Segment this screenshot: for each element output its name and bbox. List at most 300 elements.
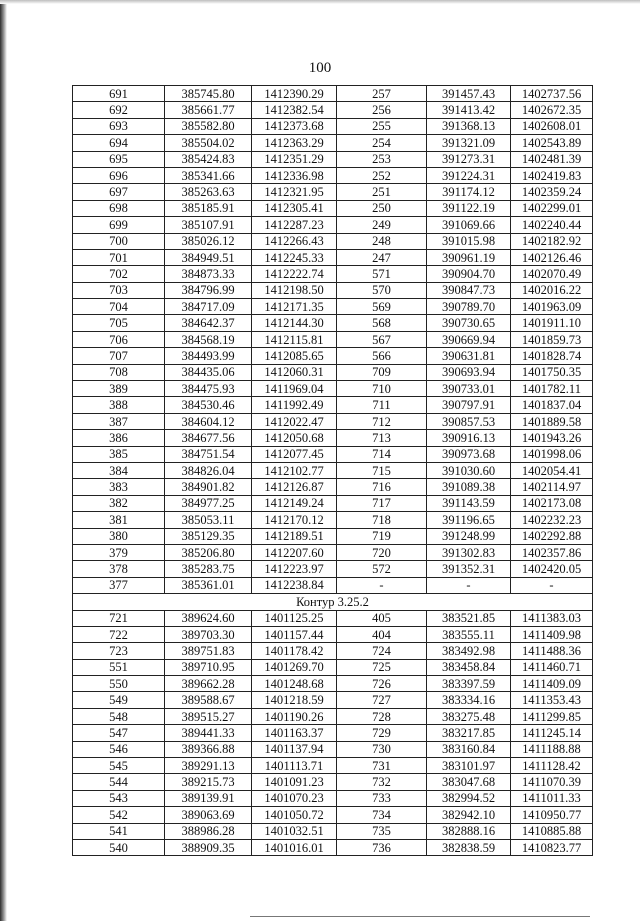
x-coordinate-cell: 383397.59 [427,676,511,692]
y-coordinate-cell: 1411188.88 [511,741,593,757]
x-coordinate-cell: 390797.91 [427,397,511,413]
y-coordinate-cell: 1401963.09 [511,299,593,315]
x-coordinate-cell: 390693.94 [427,364,511,380]
x-coordinate-cell: 391302.83 [427,544,511,560]
point-number-cell: 542 [73,807,165,823]
table-row [73,774,593,790]
y-coordinate-cell: 1402173.08 [511,495,593,511]
point-number-cell: 381 [73,512,165,528]
x-coordinate-cell: 385582.80 [165,118,252,134]
table-row [73,151,593,167]
table-row [73,462,593,478]
x-coordinate-cell: 390789.70 [427,299,511,315]
point-number-cell: 551 [73,659,165,675]
y-coordinate-cell: 1401889.58 [511,413,593,429]
y-coordinate-cell: 1401163.37 [252,725,337,741]
point-number-cell: 707 [73,348,165,364]
x-coordinate-cell: 384717.09 [165,299,252,315]
point-number-cell: 571 [337,266,427,282]
table-row [73,397,593,413]
table-row [73,184,593,200]
x-coordinate-cell: 382838.59 [427,839,511,855]
y-coordinate-cell: 1411353.43 [511,692,593,708]
point-number-cell: 706 [73,331,165,347]
point-number-cell: 388 [73,397,165,413]
x-coordinate-cell: 389139.91 [165,790,252,806]
x-coordinate-cell: - [427,577,511,593]
table-row [73,249,593,265]
table-row [73,118,593,134]
point-number-cell: 702 [73,266,165,282]
y-coordinate-cell: 1402070.49 [511,266,593,282]
y-coordinate-cell: 1411011.33 [511,790,593,806]
table-row [73,446,593,462]
point-number-cell: 728 [337,708,427,724]
x-coordinate-cell: 391457.43 [427,86,511,102]
y-coordinate-cell: 1412115.81 [252,331,337,347]
y-coordinate-cell: 1412305.41 [252,200,337,216]
point-number-cell: 544 [73,774,165,790]
y-coordinate-cell: 1401032.51 [252,823,337,839]
table-row [73,167,593,183]
y-coordinate-cell: 1402543.89 [511,135,593,151]
point-number-cell: 570 [337,282,427,298]
point-number-cell: 256 [337,102,427,118]
y-coordinate-cell: 1411969.04 [252,381,337,397]
point-number-cell: 700 [73,233,165,249]
y-coordinate-cell: 1412126.87 [252,479,337,495]
point-number-cell: 694 [73,135,165,151]
table-row [73,659,593,675]
y-coordinate-cell: 1402016.22 [511,282,593,298]
y-coordinate-cell: 1412060.31 [252,364,337,380]
y-coordinate-cell: 1401837.04 [511,397,593,413]
point-number-cell: 377 [73,577,165,593]
table-row [73,217,593,233]
point-number-cell: 719 [337,528,427,544]
table-row [73,364,593,380]
section-title: Контур 3.25.2 [73,594,593,610]
y-coordinate-cell: 1402357.86 [511,544,593,560]
scan-top-shadow [0,0,640,4]
x-coordinate-cell: 383334.16 [427,692,511,708]
x-coordinate-cell: 389063.69 [165,807,252,823]
y-coordinate-cell: 1401137.94 [252,741,337,757]
point-number-cell: 247 [337,249,427,265]
point-number-cell: 566 [337,348,427,364]
x-coordinate-cell: 390961.19 [427,249,511,265]
point-number-cell: 721 [73,610,165,626]
y-coordinate-cell: 1412223.97 [252,561,337,577]
x-coordinate-cell: 391368.13 [427,118,511,134]
table-row [73,102,593,118]
table-row [73,512,593,528]
point-number-cell: 725 [337,659,427,675]
point-number-cell: 691 [73,86,165,102]
table-row [73,315,593,331]
point-number-cell: 692 [73,102,165,118]
x-coordinate-cell: 385361.01 [165,577,252,593]
point-number-cell: 545 [73,758,165,774]
x-coordinate-cell: 389624.60 [165,610,252,626]
x-coordinate-cell: 391015.98 [427,233,511,249]
point-number-cell: 723 [73,643,165,659]
y-coordinate-cell: 1412321.95 [252,184,337,200]
point-number-cell: 708 [73,364,165,380]
table-row [73,741,593,757]
y-coordinate-cell: 1401113.71 [252,758,337,774]
table-row [73,626,593,642]
x-coordinate-cell: 391089.38 [427,479,511,495]
point-number-cell: 709 [337,364,427,380]
point-number-cell: 733 [337,790,427,806]
y-coordinate-cell: 1411245.14 [511,725,593,741]
x-coordinate-cell: 383458.84 [427,659,511,675]
y-coordinate-cell: 1412245.33 [252,249,337,265]
x-coordinate-cell: 384677.56 [165,430,252,446]
y-coordinate-cell: 1401190.26 [252,708,337,724]
x-coordinate-cell: 384826.04 [165,462,252,478]
point-number-cell: 404 [337,626,427,642]
y-coordinate-cell: 1402359.24 [511,184,593,200]
point-number-cell: 697 [73,184,165,200]
point-number-cell: 550 [73,676,165,692]
x-coordinate-cell: 384901.82 [165,479,252,495]
x-coordinate-cell: 390916.13 [427,430,511,446]
point-number-cell: 389 [73,381,165,397]
y-coordinate-cell: 1412373.68 [252,118,337,134]
table-row [73,692,593,708]
table-row [73,758,593,774]
point-number-cell: 712 [337,413,427,429]
point-number-cell: 384 [73,462,165,478]
x-coordinate-cell: 384530.46 [165,397,252,413]
x-coordinate-cell: 391248.99 [427,528,511,544]
point-number-cell: 732 [337,774,427,790]
x-coordinate-cell: 389291.13 [165,758,252,774]
x-coordinate-cell: 383521.85 [427,610,511,626]
point-number-cell: 546 [73,741,165,757]
y-coordinate-cell: 1412102.77 [252,462,337,478]
y-coordinate-cell: 1401248.68 [252,676,337,692]
x-coordinate-cell: 385745.80 [165,86,252,102]
point-number-cell: 722 [73,626,165,642]
x-coordinate-cell: 390973.68 [427,446,511,462]
x-coordinate-cell: 384604.12 [165,413,252,429]
x-coordinate-cell: 384949.51 [165,249,252,265]
point-number-cell: 248 [337,233,427,249]
y-coordinate-cell: 1411070.39 [511,774,593,790]
point-number-cell: 387 [73,413,165,429]
point-number-cell: 378 [73,561,165,577]
y-coordinate-cell: 1412351.29 [252,151,337,167]
x-coordinate-cell: 385107.91 [165,217,252,233]
y-coordinate-cell: 1402737.56 [511,86,593,102]
y-coordinate-cell: 1411409.09 [511,676,593,692]
point-number-cell: 718 [337,512,427,528]
y-coordinate-cell: 1402672.35 [511,102,593,118]
point-number-cell: 713 [337,430,427,446]
point-number-cell: 541 [73,823,165,839]
point-number-cell: 703 [73,282,165,298]
table-row [73,331,593,347]
point-number-cell: 730 [337,741,427,757]
x-coordinate-cell: 382888.16 [427,823,511,839]
y-coordinate-cell: 1402232.23 [511,512,593,528]
table-row [73,479,593,495]
point-number-cell: 255 [337,118,427,134]
coordinates-table-body [73,86,593,856]
x-coordinate-cell: 391122.19 [427,200,511,216]
y-coordinate-cell: 1402054.41 [511,462,593,478]
x-coordinate-cell: 384873.33 [165,266,252,282]
y-coordinate-cell: 1401828.74 [511,348,593,364]
point-number-cell: 736 [337,839,427,855]
x-coordinate-cell: 385053.11 [165,512,252,528]
point-number-cell: 547 [73,725,165,741]
point-number-cell: 727 [337,692,427,708]
x-coordinate-cell: 390631.81 [427,348,511,364]
y-coordinate-cell: - [511,577,593,593]
point-number-cell: 254 [337,135,427,151]
y-coordinate-cell: 1412336.98 [252,167,337,183]
y-coordinate-cell: 1402419.83 [511,167,593,183]
table-row [73,528,593,544]
y-coordinate-cell: 1411383.03 [511,610,593,626]
y-coordinate-cell: 1402292.88 [511,528,593,544]
x-coordinate-cell: 391352.31 [427,561,511,577]
y-coordinate-cell: 1402240.44 [511,217,593,233]
x-coordinate-cell: 382994.52 [427,790,511,806]
x-coordinate-cell: 384751.54 [165,446,252,462]
table-row [73,708,593,724]
x-coordinate-cell: 383555.11 [427,626,511,642]
point-number-cell: 569 [337,299,427,315]
table-row [73,86,593,102]
y-coordinate-cell: 1412287.23 [252,217,337,233]
x-coordinate-cell: 384977.25 [165,495,252,511]
y-coordinate-cell: 1402126.46 [511,249,593,265]
point-number-cell: 385 [73,446,165,462]
point-number-cell: 249 [337,217,427,233]
point-number-cell: 726 [337,676,427,692]
x-coordinate-cell: 384642.37 [165,315,252,331]
x-coordinate-cell: 390847.73 [427,282,511,298]
x-coordinate-cell: 389710.95 [165,659,252,675]
y-coordinate-cell: 1412390.29 [252,86,337,102]
table-row [73,200,593,216]
y-coordinate-cell: 1411299.85 [511,708,593,724]
x-coordinate-cell: 390733.01 [427,381,511,397]
x-coordinate-cell: 391321.09 [427,135,511,151]
table-row [73,233,593,249]
coordinates-table [72,85,593,856]
table-row [73,561,593,577]
point-number-cell: 724 [337,643,427,659]
point-number-cell: 735 [337,823,427,839]
table-row [73,643,593,659]
x-coordinate-cell: 391069.66 [427,217,511,233]
point-number-cell: 540 [73,839,165,855]
table-row [73,807,593,823]
point-number-cell: 386 [73,430,165,446]
x-coordinate-cell: 383492.98 [427,643,511,659]
y-coordinate-cell: 1410885.88 [511,823,593,839]
x-coordinate-cell: 385206.80 [165,544,252,560]
y-coordinate-cell: 1402420.05 [511,561,593,577]
y-coordinate-cell: 1401218.59 [252,692,337,708]
x-coordinate-cell: 389751.83 [165,643,252,659]
point-number-cell: 250 [337,200,427,216]
x-coordinate-cell: 389703.30 [165,626,252,642]
y-coordinate-cell: 1402608.01 [511,118,593,134]
x-coordinate-cell: 385424.83 [165,151,252,167]
table-row [73,544,593,560]
point-number-cell: 729 [337,725,427,741]
point-number-cell: 715 [337,462,427,478]
y-coordinate-cell: 1401269.70 [252,659,337,675]
y-coordinate-cell: 1412149.24 [252,495,337,511]
point-number-cell: 734 [337,807,427,823]
table-row [73,135,593,151]
table-row [73,282,593,298]
point-number-cell: 405 [337,610,427,626]
point-number-cell: 693 [73,118,165,134]
x-coordinate-cell: 390730.65 [427,315,511,331]
section-header-row [73,594,593,610]
y-coordinate-cell: 1401750.35 [511,364,593,380]
y-coordinate-cell: 1412050.68 [252,430,337,446]
y-coordinate-cell: 1411128.42 [511,758,593,774]
y-coordinate-cell: 1401157.44 [252,626,337,642]
y-coordinate-cell: 1411409.98 [511,626,593,642]
x-coordinate-cell: 383217.85 [427,725,511,741]
x-coordinate-cell: 391273.31 [427,151,511,167]
y-coordinate-cell: 1401911.10 [511,315,593,331]
point-number-cell: 548 [73,708,165,724]
y-coordinate-cell: 1401016.01 [252,839,337,855]
point-number-cell: 567 [337,331,427,347]
point-number-cell: 717 [337,495,427,511]
y-coordinate-cell: 1412085.65 [252,348,337,364]
point-number-cell: 716 [337,479,427,495]
table-row [73,577,593,593]
x-coordinate-cell: 384568.19 [165,331,252,347]
y-coordinate-cell: 1412189.51 [252,528,337,544]
x-coordinate-cell: 391174.12 [427,184,511,200]
point-number-cell: 699 [73,217,165,233]
y-coordinate-cell: 1412363.29 [252,135,337,151]
y-coordinate-cell: 1402481.39 [511,151,593,167]
footer-rule [250,916,590,917]
x-coordinate-cell: 391196.65 [427,512,511,528]
y-coordinate-cell: 1410950.77 [511,807,593,823]
point-number-cell: 572 [337,561,427,577]
table-row [73,495,593,511]
point-number-cell: 705 [73,315,165,331]
x-coordinate-cell: 388986.28 [165,823,252,839]
x-coordinate-cell: 383101.97 [427,758,511,774]
point-number-cell: 695 [73,151,165,167]
y-coordinate-cell: 1401091.23 [252,774,337,790]
x-coordinate-cell: 382942.10 [427,807,511,823]
x-coordinate-cell: 389588.67 [165,692,252,708]
x-coordinate-cell: 391143.59 [427,495,511,511]
table-row [73,725,593,741]
x-coordinate-cell: 391030.60 [427,462,511,478]
x-coordinate-cell: 384475.93 [165,381,252,397]
y-coordinate-cell: 1412207.60 [252,544,337,560]
x-coordinate-cell: 384435.06 [165,364,252,380]
x-coordinate-cell: 388909.35 [165,839,252,855]
y-coordinate-cell: 1412171.35 [252,299,337,315]
y-coordinate-cell: 1411992.49 [252,397,337,413]
point-number-cell: - [337,577,427,593]
point-number-cell: 704 [73,299,165,315]
x-coordinate-cell: 383160.84 [427,741,511,757]
x-coordinate-cell: 384796.99 [165,282,252,298]
x-coordinate-cell: 390857.53 [427,413,511,429]
table-row [73,823,593,839]
table-row [73,413,593,429]
point-number-cell: 710 [337,381,427,397]
table-row [73,299,593,315]
table-row [73,610,593,626]
x-coordinate-cell: 391413.42 [427,102,511,118]
table-row [73,790,593,806]
y-coordinate-cell: 1412022.47 [252,413,337,429]
table-row [73,430,593,446]
y-coordinate-cell: 1411488.36 [511,643,593,659]
point-number-cell: 379 [73,544,165,560]
x-coordinate-cell: 390904.70 [427,266,511,282]
x-coordinate-cell: 385185.91 [165,200,252,216]
point-number-cell: 549 [73,692,165,708]
y-coordinate-cell: 1402114.97 [511,479,593,495]
x-coordinate-cell: 389366.88 [165,741,252,757]
y-coordinate-cell: 1410823.77 [511,839,593,855]
y-coordinate-cell: 1401782.11 [511,381,593,397]
y-coordinate-cell: 1412077.45 [252,446,337,462]
x-coordinate-cell: 389441.33 [165,725,252,741]
table-row [73,348,593,364]
y-coordinate-cell: 1401859.73 [511,331,593,347]
y-coordinate-cell: 1402182.92 [511,233,593,249]
point-number-cell: 253 [337,151,427,167]
x-coordinate-cell: 385263.63 [165,184,252,200]
y-coordinate-cell: 1412198.50 [252,282,337,298]
point-number-cell: 252 [337,167,427,183]
x-coordinate-cell: 389662.28 [165,676,252,692]
point-number-cell: 701 [73,249,165,265]
x-coordinate-cell: 385341.66 [165,167,252,183]
x-coordinate-cell: 384493.99 [165,348,252,364]
point-number-cell: 257 [337,86,427,102]
x-coordinate-cell: 385661.77 [165,102,252,118]
y-coordinate-cell: 1412170.12 [252,512,337,528]
y-coordinate-cell: 1401070.23 [252,790,337,806]
point-number-cell: 380 [73,528,165,544]
y-coordinate-cell: 1412382.54 [252,102,337,118]
table-row [73,266,593,282]
point-number-cell: 698 [73,200,165,216]
point-number-cell: 731 [337,758,427,774]
x-coordinate-cell: 385026.12 [165,233,252,249]
point-number-cell: 382 [73,495,165,511]
point-number-cell: 696 [73,167,165,183]
x-coordinate-cell: 383275.48 [427,708,511,724]
y-coordinate-cell: 1412238.84 [252,577,337,593]
